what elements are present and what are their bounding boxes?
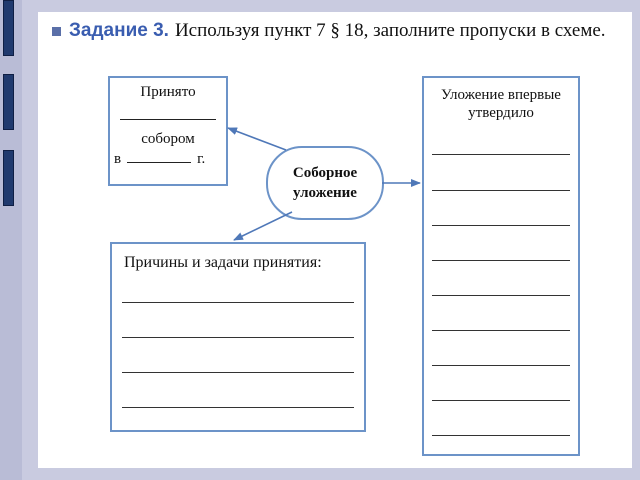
arrow-to-accepted: [228, 128, 286, 150]
center-node-line2: уложение: [293, 185, 357, 201]
connector-arrows: [38, 12, 632, 468]
task-instruction: Используя пункт 7 § 18, заполните пропуски в схеме.: [174, 20, 606, 41]
arrow-to-reasons: [234, 212, 292, 240]
accepted-prefix: в: [114, 151, 122, 167]
sidebar-tab-1[interactable]: [3, 0, 14, 56]
worksheet-page: [38, 12, 632, 468]
task-label: Задание 3.: [69, 20, 169, 41]
sidebar-tab-3[interactable]: [3, 150, 14, 206]
accepted-line1: Принято: [140, 84, 196, 100]
approved-heading-line2: утвердило: [468, 105, 534, 121]
approved-heading-line1: Уложение впервые: [441, 87, 561, 103]
reasons-heading: Причины и задачи принятия:: [124, 254, 322, 271]
sidebar-tab-2[interactable]: [3, 74, 14, 130]
left-sidebar-stripe: [0, 0, 22, 480]
accepted-suffix: г.: [197, 151, 206, 167]
accepted-line2: собором: [141, 131, 195, 147]
center-node-line1: Соборное: [292, 165, 358, 181]
